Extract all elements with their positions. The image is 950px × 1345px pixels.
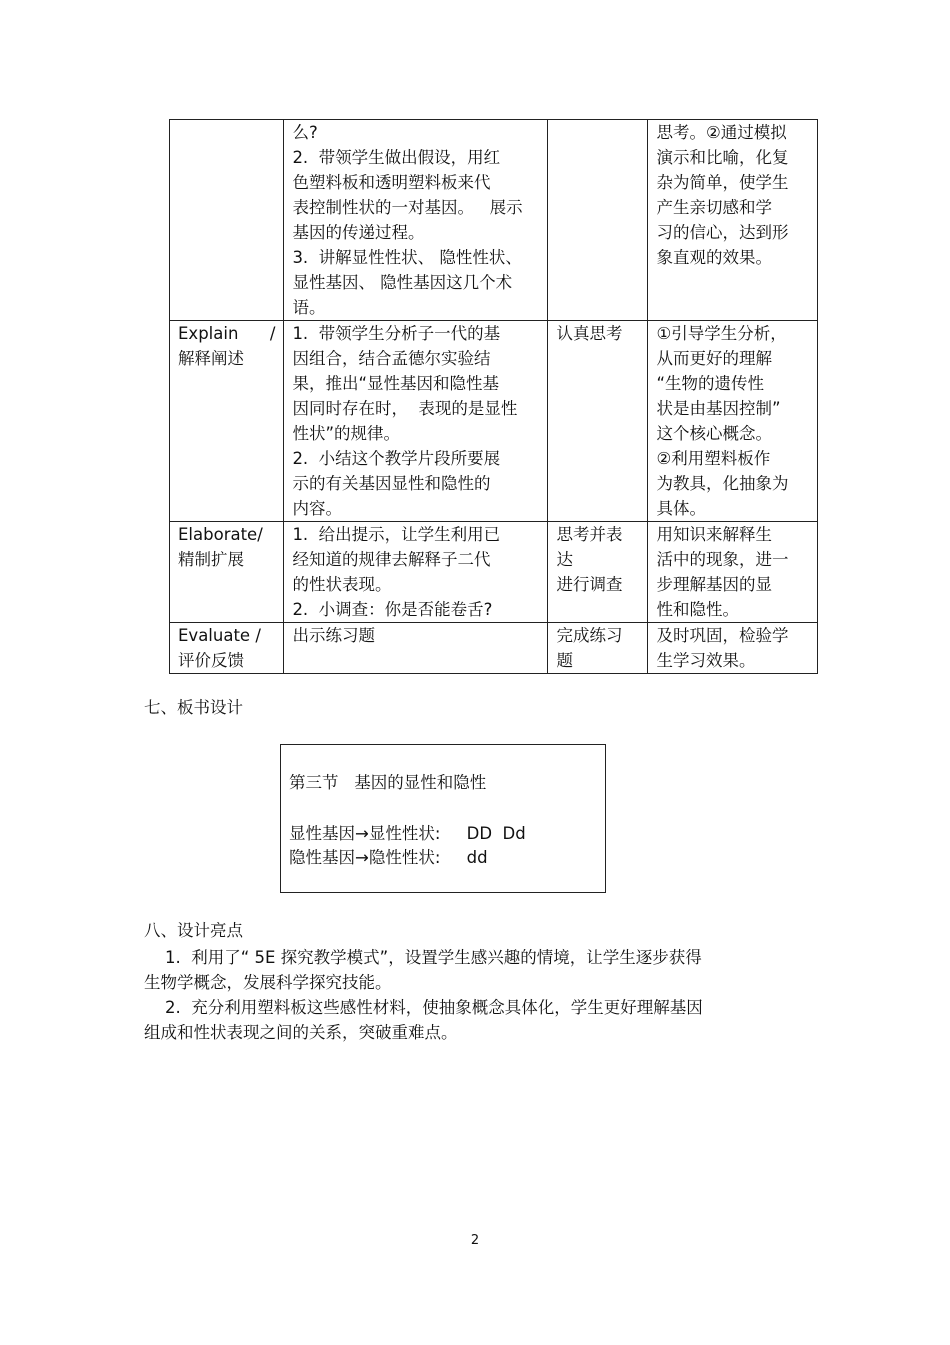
cell-line: 及时巩固，检验学 [656, 626, 789, 645]
cell-line: Evaluate / [178, 626, 261, 645]
cell-line: 性状”的规律。 [292, 424, 400, 443]
board-dominant-line: 显性基因→显性性状: DD Dd [289, 824, 526, 843]
cell-line: 内容。 [292, 499, 342, 518]
cell-line: 为教具，化抽象为 [656, 474, 789, 493]
cell-line: “生物的遗传性 [656, 374, 764, 393]
highlight-1-line-1: 1. 利用了“ 5E 探究教学模式”，设置学生感兴趣的情境，让学生逐步获得 [144, 948, 702, 967]
board-recessive-line: 隐性基因→隐性性状: dd [289, 848, 488, 867]
cell-line: 习的信心，达到形 [656, 223, 789, 242]
teacher-activity-cell [284, 623, 548, 674]
section-7-heading: 七、板书设计 [144, 698, 243, 717]
design-intent-cell [648, 522, 818, 623]
table-row [170, 623, 818, 674]
cell-line: 么? [292, 123, 318, 142]
teacher-activity-cell [284, 522, 548, 623]
cell-line: 达 [556, 550, 573, 569]
cell-line: 表控制性状的一对基因。 展示 [292, 198, 523, 217]
cell-line: 从而更好的理解 [656, 349, 772, 368]
board-title: 第三节 基因的显性和隐性 [289, 773, 487, 792]
cell-line: 2. 小结这个教学片段所要展 [292, 449, 501, 468]
blackboard-design-box [280, 744, 606, 893]
cell-line: 的性状表现。 [292, 575, 392, 594]
cell-line: 出示练习题 [292, 626, 375, 645]
cell-line: ②利用塑料板作 [656, 449, 771, 468]
cell-line: 评价反馈 [178, 651, 244, 670]
cell-line: 具体。 [656, 499, 706, 518]
design-intent-cell [648, 623, 818, 674]
student-activity-cell [548, 120, 648, 321]
teaching-process-table [169, 119, 818, 674]
cell-line: 这个核心概念。 [656, 424, 772, 443]
section-8-heading: 八、设计亮点 [144, 921, 243, 940]
cell-line: 思考并表 [556, 525, 623, 544]
cell-line: 1. 带领学生分析子一代的基 [292, 324, 501, 343]
cell-line: 性和隐性。 [656, 600, 739, 619]
cell-line: 精制扩展 [178, 550, 244, 569]
cell-line: 语。 [292, 298, 326, 317]
table-row [170, 321, 818, 522]
cell-line: 活中的现象，进一 [656, 550, 789, 569]
stage-cell [170, 522, 284, 623]
page-number: 2 [470, 1233, 480, 1248]
cell-line: Explain / [178, 324, 276, 343]
table-row [170, 120, 818, 321]
design-intent-cell [648, 321, 818, 522]
cell-line: 杂为简单，使学生 [656, 173, 789, 192]
cell-line: 1. 给出提示，让学生利用已 [292, 525, 501, 544]
design-intent-cell [648, 120, 818, 321]
stage-cell [170, 321, 284, 522]
cell-line: Elaborate/ [178, 525, 263, 544]
cell-line: 示的有关基因显性和隐性的 [292, 474, 491, 493]
teacher-activity-cell [284, 321, 548, 522]
stage-cell [170, 120, 284, 321]
cell-line: 显性基因、 隐性基因这几个术 [292, 273, 513, 292]
cell-line: 认真思考 [556, 324, 623, 343]
cell-line: 演示和比喻，化复 [656, 148, 789, 167]
cell-line: 色塑料板和透明塑料板来代 [292, 173, 491, 192]
cell-line: 状是由基因控制” [656, 399, 781, 418]
cell-line: 题 [556, 651, 573, 670]
student-activity-cell [548, 321, 648, 522]
stage-cell [170, 623, 284, 674]
cell-line: 果，推出“显性基因和隐性基 [292, 374, 499, 393]
cell-line: 解释阐述 [178, 349, 244, 368]
cell-line: 3. 讲解显性性状、 隐性性状、 [292, 248, 522, 267]
cell-line: 用知识来解释生 [656, 525, 772, 544]
cell-line: ①引导学生分析， [656, 324, 787, 343]
cell-line: 因组合，结合孟德尔实验结 [292, 349, 491, 368]
highlight-1-line-2: 生物学概念，发展科学探究技能。 [144, 973, 392, 992]
cell-line: 2. 小调查：你是否能卷舌? [292, 600, 493, 619]
student-activity-cell [548, 522, 648, 623]
cell-line: 思考。②通过模拟 [656, 123, 787, 142]
cell-line: 完成练习 [556, 626, 623, 645]
table-row [170, 522, 818, 623]
cell-line: 步理解基因的显 [656, 575, 772, 594]
cell-line: 经知道的规律去解释子二代 [292, 550, 491, 569]
cell-line: 基因的传递过程。 [292, 223, 425, 242]
teacher-activity-cell [284, 120, 548, 321]
highlight-2-line-1: 2. 充分利用塑料板这些感性材料，使抽象概念具体化，学生更好理解基因 [144, 998, 703, 1017]
cell-line: 象直观的效果。 [656, 248, 772, 267]
cell-line: 因同时存在时， 表现的是显性 [292, 399, 518, 418]
cell-line: 产生亲切感和学 [656, 198, 772, 217]
highlight-2-line-2: 组成和性状表现之间的关系，突破重难点。 [144, 1023, 458, 1042]
student-activity-cell [548, 623, 648, 674]
cell-line: 生学习效果。 [656, 651, 756, 670]
cell-line: 2. 带领学生做出假设，用红 [292, 148, 501, 167]
cell-line: 进行调查 [556, 575, 623, 594]
